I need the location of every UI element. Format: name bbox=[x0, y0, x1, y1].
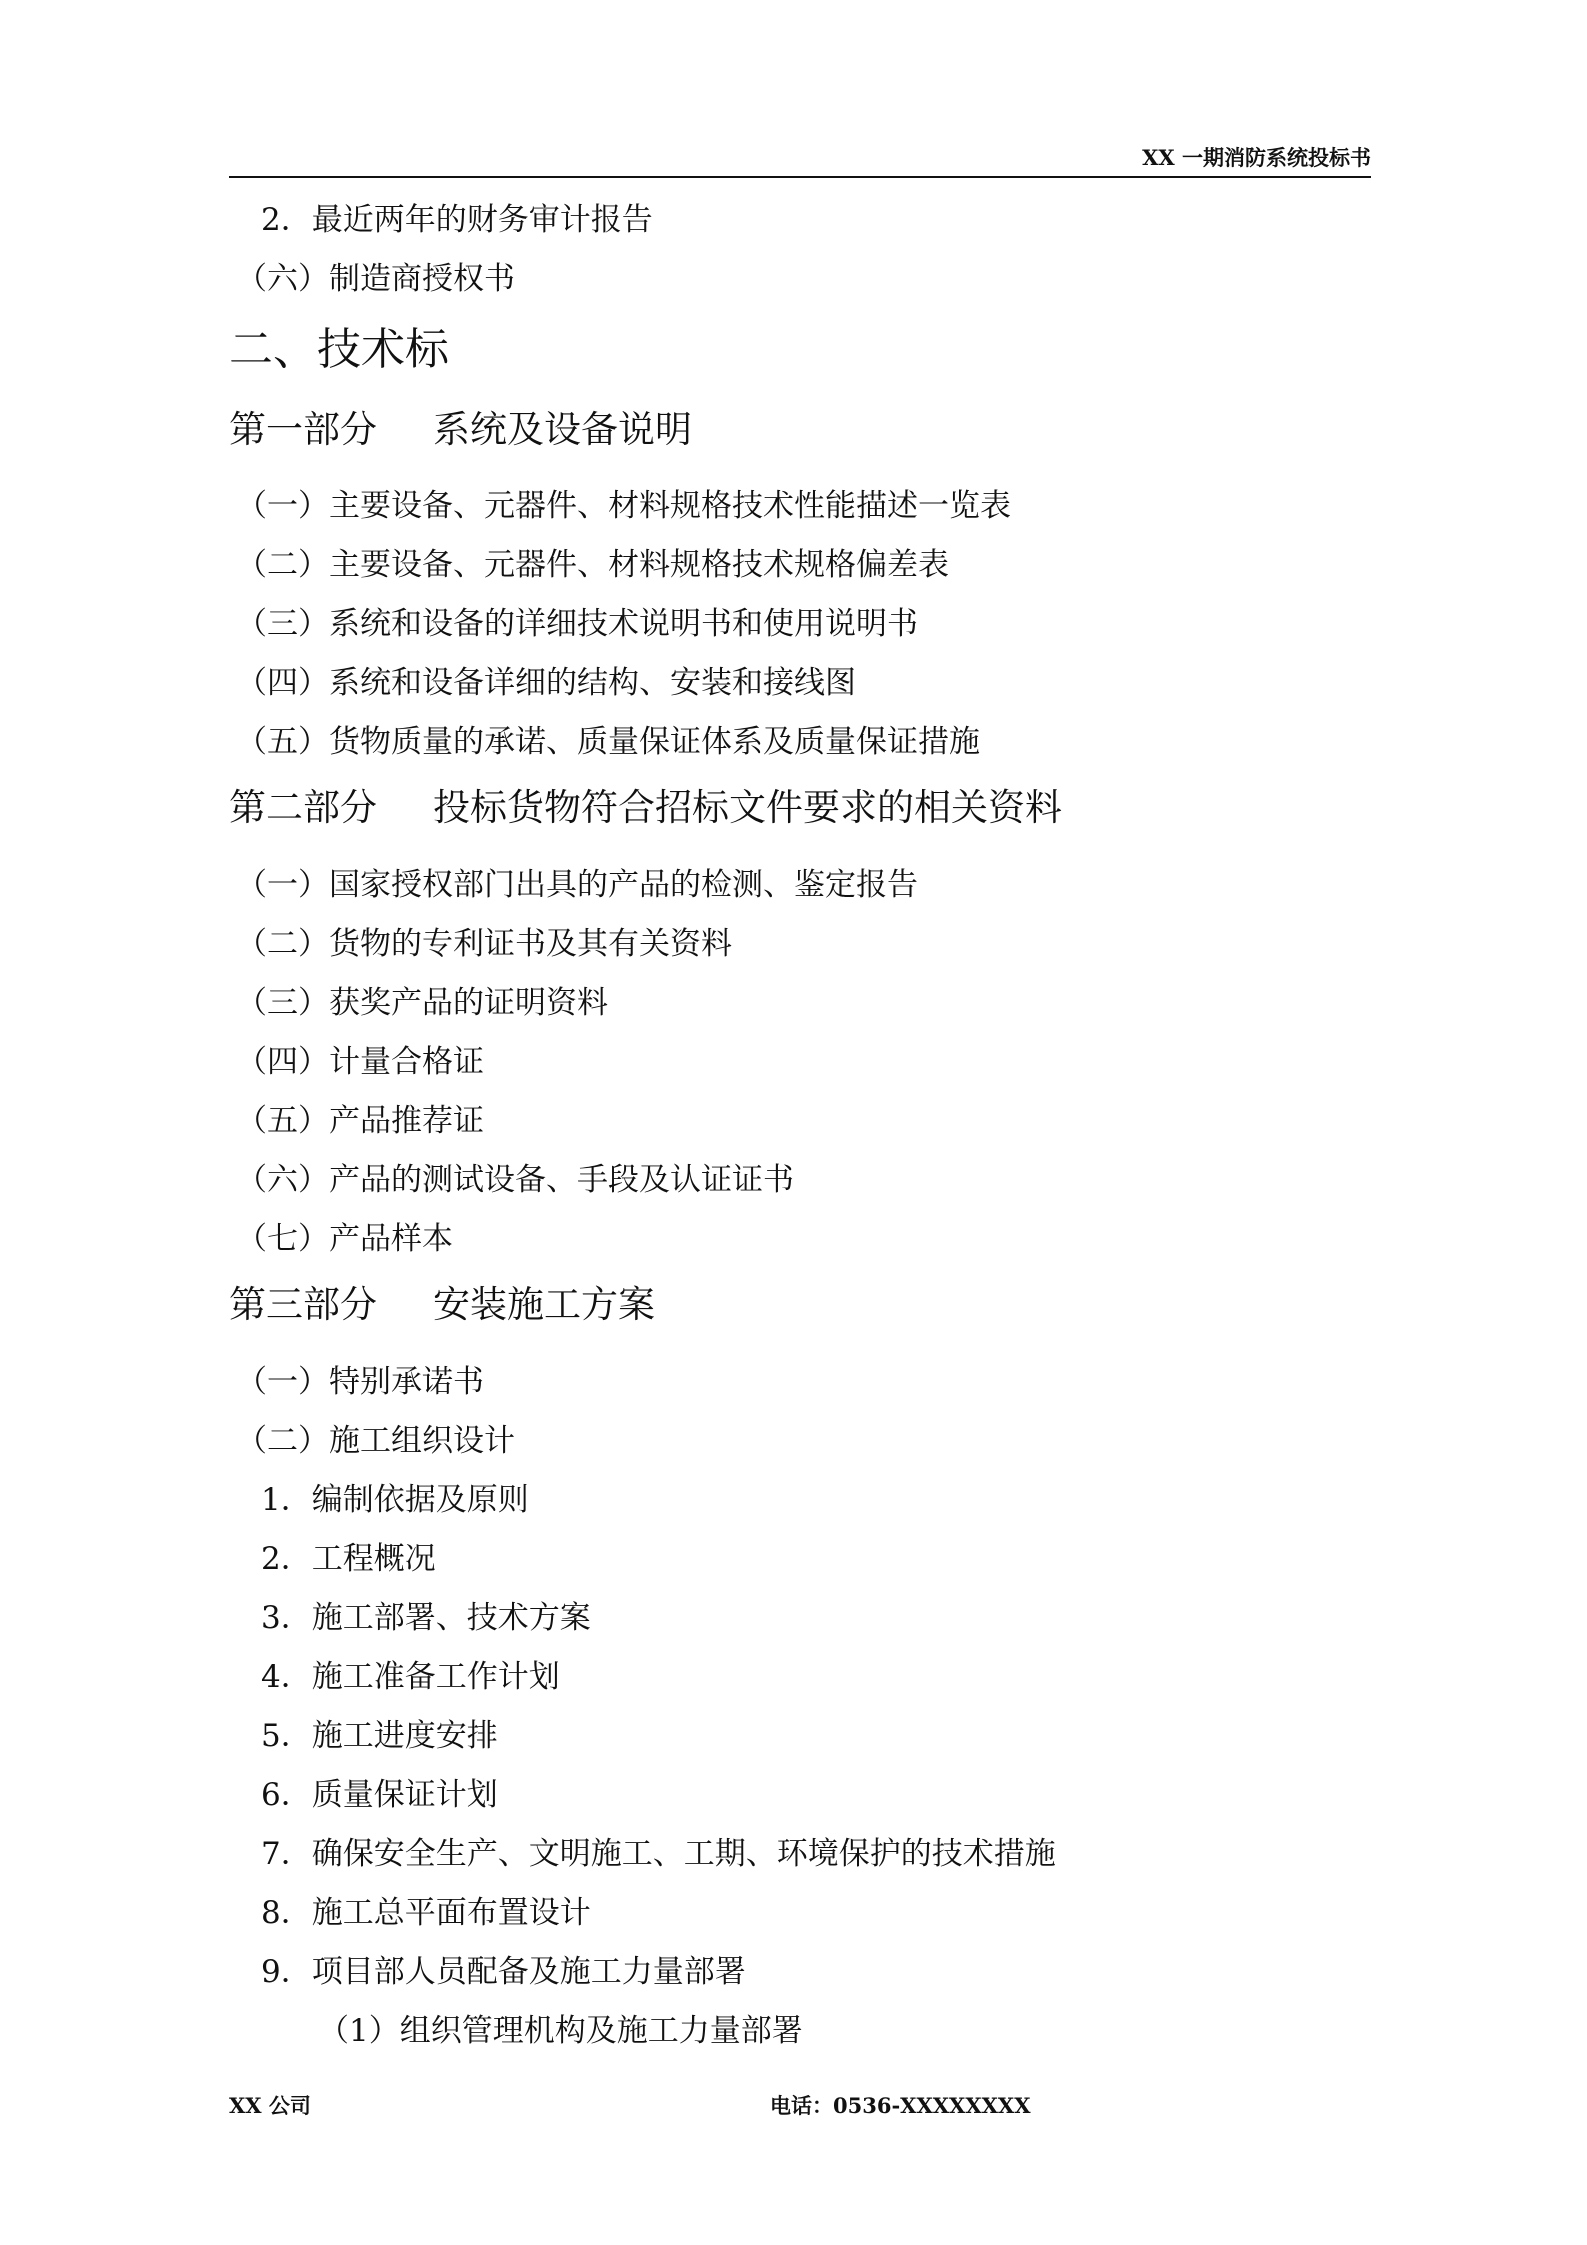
list-item: 5．施工进度安排 bbox=[261, 1718, 498, 1754]
list-item: （1）组织管理机构及施工力量部署 bbox=[318, 2013, 803, 2049]
list-item: （六）制造商授权书 bbox=[236, 261, 515, 297]
section-title: 安装施工方案 bbox=[433, 1283, 655, 1326]
list-item: （一）特别承诺书 bbox=[236, 1364, 484, 1400]
list-item: 2．最近两年的财务审计报告 bbox=[261, 202, 653, 238]
section-heading-3 bbox=[229, 1274, 655, 1328]
section-heading-2 bbox=[229, 777, 1062, 831]
list-item: （一）国家授权部门出具的产品的检测、鉴定报告 bbox=[236, 867, 918, 903]
header-rule bbox=[229, 176, 1371, 178]
section-title: 投标货物符合招标文件要求的相关资料 bbox=[433, 786, 1062, 829]
footer-company: XX 公司 bbox=[229, 2093, 311, 2118]
list-item: 2．工程概况 bbox=[261, 1541, 436, 1577]
list-item: （四）计量合格证 bbox=[236, 1044, 484, 1080]
list-item: （二）施工组织设计 bbox=[236, 1423, 515, 1459]
list-item: （二）货物的专利证书及其有关资料 bbox=[236, 926, 732, 962]
section-heading-1 bbox=[229, 399, 692, 453]
header-title: XX 一期消防系统投标书 bbox=[1142, 145, 1371, 170]
list-item: （三）系统和设备的详细技术说明书和使用说明书 bbox=[236, 606, 918, 642]
list-item: 3．施工部署、技术方案 bbox=[261, 1600, 591, 1636]
section-label: 第二部分 bbox=[229, 786, 377, 829]
section-title: 系统及设备说明 bbox=[433, 408, 692, 451]
footer-phone: 电话：0536-XXXXXXXX bbox=[770, 2093, 1031, 2118]
list-item: 6．质量保证计划 bbox=[261, 1777, 498, 1813]
list-item: （五）产品推荐证 bbox=[236, 1103, 484, 1139]
list-item: （五）货物质量的承诺、质量保证体系及质量保证措施 bbox=[236, 724, 980, 760]
list-item: （二）主要设备、元器件、材料规格技术规格偏差表 bbox=[236, 547, 949, 583]
list-item: 8．施工总平面布置设计 bbox=[261, 1895, 591, 1931]
list-item: 9．项目部人员配备及施工力量部署 bbox=[261, 1954, 746, 1990]
list-item: （三）获奖产品的证明资料 bbox=[236, 985, 608, 1021]
list-item: 1．编制依据及原则 bbox=[261, 1482, 529, 1518]
list-item: 7．确保安全生产、文明施工、工期、环境保护的技术措施 bbox=[261, 1836, 1056, 1872]
list-item: 4．施工准备工作计划 bbox=[261, 1659, 560, 1695]
list-item: （四）系统和设备详细的结构、安装和接线图 bbox=[236, 665, 856, 701]
section-label: 第三部分 bbox=[229, 1283, 377, 1326]
heading-technical-bid: 二、技术标 bbox=[229, 324, 449, 375]
list-item: （六）产品的测试设备、手段及认证证书 bbox=[236, 1162, 794, 1198]
list-item: （一）主要设备、元器件、材料规格技术性能描述一览表 bbox=[236, 488, 1011, 524]
list-item: （七）产品样本 bbox=[236, 1221, 453, 1257]
section-label: 第一部分 bbox=[229, 408, 377, 451]
